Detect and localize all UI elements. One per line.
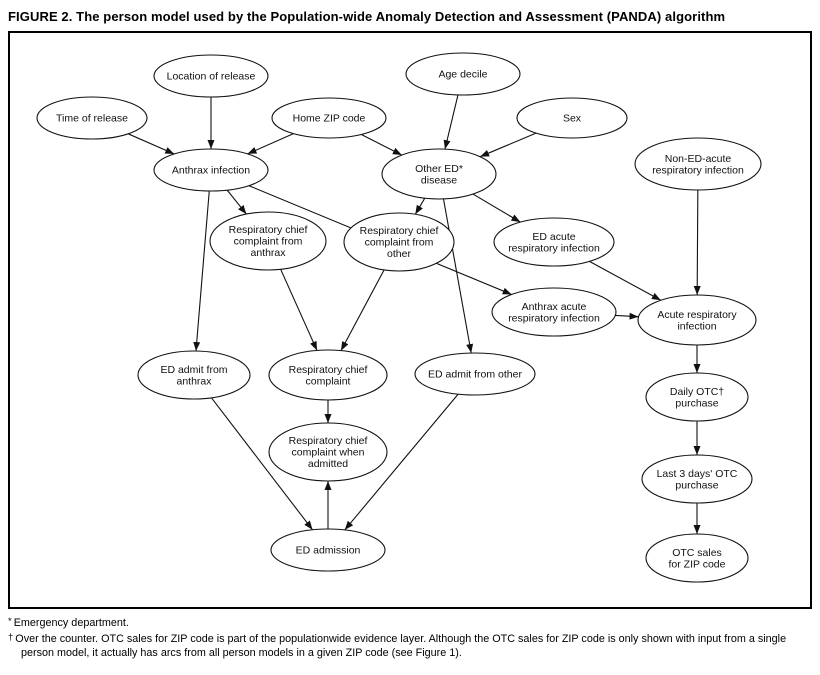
node-non-ed-acute-ri xyxy=(635,138,761,190)
node-ed-admission xyxy=(271,529,385,571)
node-age-decile xyxy=(406,53,520,95)
node-label: Last 3 days' OTC purchase xyxy=(656,467,738,492)
node-label: Home ZIP code xyxy=(292,112,366,125)
edge-rcc-from-other--resp-chief-complaint xyxy=(341,270,384,351)
edge-sex--other-ed-disease xyxy=(480,133,536,157)
footnote-emergency-department xyxy=(8,616,806,631)
asterisk-footnote-marker: * xyxy=(8,616,12,627)
node-last3-otc xyxy=(642,455,752,503)
edge-ed-acute-ri--acute-ri xyxy=(589,261,660,300)
node-label: OTC sales for ZIP code xyxy=(668,546,726,571)
node-ed-admit-anthrax xyxy=(138,351,250,399)
node-ed-admit-other xyxy=(415,353,535,395)
node-ed-acute-ri xyxy=(494,218,614,266)
node-label: Respiratory chief complaint from anthrax xyxy=(228,224,308,259)
footnote-over-the-counter xyxy=(8,632,806,661)
node-time-of-release xyxy=(37,97,147,139)
edge-age-decile--other-ed-disease xyxy=(445,95,458,149)
dagger-footnote-marker: † xyxy=(8,631,14,643)
node-location-of-release xyxy=(154,55,268,97)
edge-rcc-from-anthrax--resp-chief-complaint xyxy=(281,269,317,350)
edge-anthrax-acute-ri--acute-ri xyxy=(615,315,638,316)
edge-home-zip-code--other-ed-disease xyxy=(361,134,401,155)
node-label: Anthrax infection xyxy=(171,164,251,177)
node-label: Acute respiratory infection xyxy=(657,308,737,333)
node-acute-ri xyxy=(638,295,756,345)
node-label: Anthrax acute respiratory infection xyxy=(508,300,600,325)
edge-other-ed-disease--ed-acute-ri xyxy=(473,194,520,222)
node-label: ED admit from anthrax xyxy=(160,363,228,388)
footnotes xyxy=(0,609,820,660)
edge-other-ed-disease--rcc-from-other xyxy=(415,198,424,214)
node-label: ED admission xyxy=(295,544,361,557)
node-other-ed-disease xyxy=(382,149,496,199)
edge-anthrax-infection--ed-admit-anthrax xyxy=(196,191,209,351)
node-rcc-from-other xyxy=(344,213,454,271)
node-sex xyxy=(517,98,627,138)
edge-anthrax-infection--rcc-from-anthrax xyxy=(227,190,246,214)
node-label: Sex xyxy=(562,112,582,125)
node-label: ED admit from other xyxy=(428,368,522,381)
node-home-zip-code xyxy=(272,98,386,138)
node-label: ED acute respiratory infection xyxy=(508,230,600,255)
node-label: Location of release xyxy=(166,70,256,83)
node-label: Respiratory chief complaint xyxy=(288,363,368,388)
diagram-container xyxy=(8,31,812,609)
footnote-text: Emergency department. xyxy=(13,617,129,629)
node-label: Time of release xyxy=(56,112,128,125)
edge-non-ed-acute-ri--acute-ri xyxy=(697,190,698,295)
node-daily-otc xyxy=(646,373,748,421)
node-label: Daily OTC† purchase xyxy=(669,385,725,410)
node-anthrax-acute-ri xyxy=(492,288,616,336)
node-label: Respiratory chief complaint from other xyxy=(359,225,439,260)
node-label: Respiratory chief complaint when admitted xyxy=(288,435,368,470)
node-rcc-from-anthrax xyxy=(210,212,326,270)
edge-time-of-release--anthrax-infection xyxy=(128,134,174,154)
node-rcc-when-admitted xyxy=(269,423,387,481)
bayesian-network-diagram xyxy=(10,33,810,607)
node-label: Other ED* disease xyxy=(415,162,463,187)
node-otc-sales xyxy=(646,534,748,582)
footnote-text: Over the counter. OTC sales for ZIP code is part of the populationwide evidence layer. Although the OTC sales for ZIP code is only shown with input from a single person model, it actually has arcs from all person models in a given ZIP code (see Figure 1). xyxy=(15,632,787,660)
node-label: Non-ED-acute respiratory infection xyxy=(652,152,744,177)
node-anthrax-infection xyxy=(154,149,268,191)
figure-caption: FIGURE 2. The person model used by the Population-wide Anomaly Detection and Assessment (PANDA) algorithm xyxy=(8,9,726,24)
node-label: Age decile xyxy=(438,68,488,81)
node-resp-chief-complaint xyxy=(269,350,387,400)
edge-home-zip-code--anthrax-infection xyxy=(248,134,294,154)
